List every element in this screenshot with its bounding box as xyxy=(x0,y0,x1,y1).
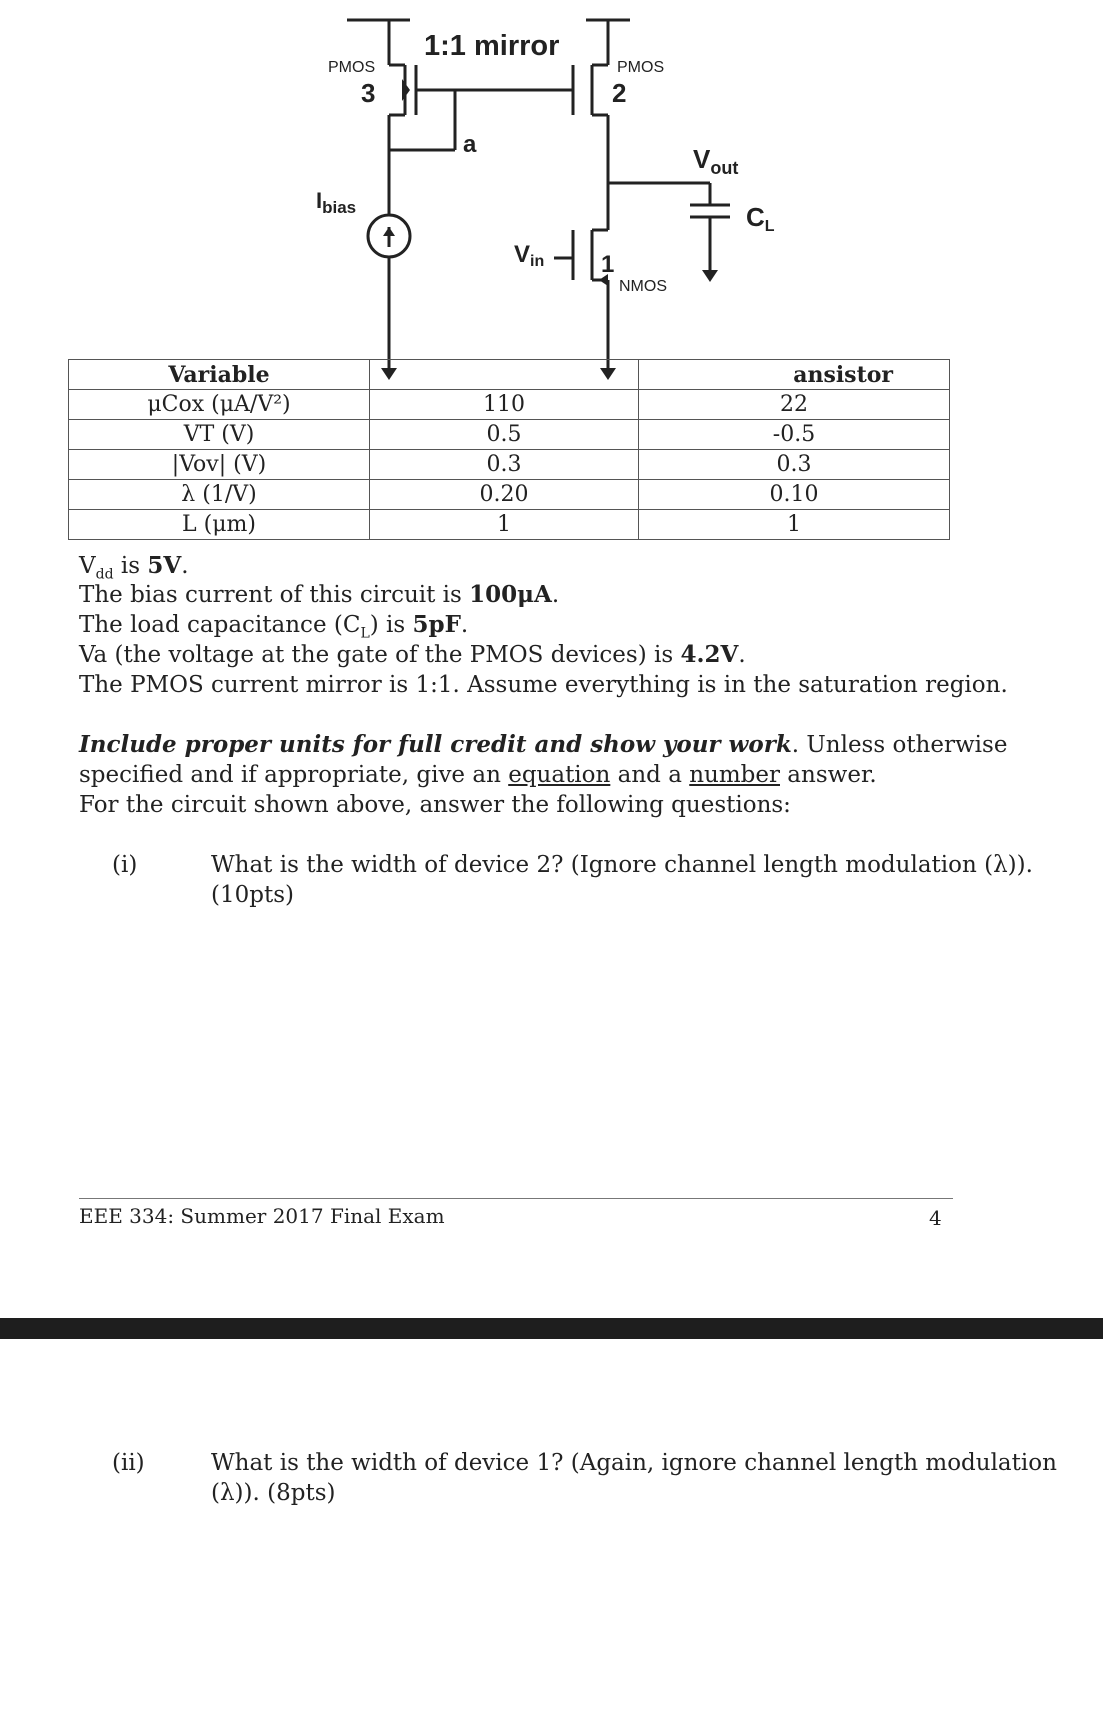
va-line: Va (the voltage at the gate of the PMOS devices) is 4.2V. xyxy=(79,641,746,668)
row-pmos-value: -0.5 xyxy=(639,420,950,450)
instructions-line-2: specified and if appropriate, give an equation and a number answer. xyxy=(79,762,877,788)
row-pmos-value: 1 xyxy=(639,510,950,540)
bias-current-line: The bias current of this circuit is 100μA. xyxy=(79,581,560,608)
load-capacitance-line: The load capacitance $(C_L)$ is 5pF. xyxy=(79,611,469,642)
row-nmos-value: 0.5 xyxy=(370,420,639,450)
row-nmos-value: 110 xyxy=(370,390,639,420)
question-1-label: (i) xyxy=(112,852,138,878)
pmos2-number: 2 xyxy=(612,78,627,108)
cl-label: CL xyxy=(746,202,775,235)
table-row xyxy=(69,390,950,420)
vout-label: $V_{out}$ xyxy=(693,144,739,178)
footer-divider xyxy=(79,1198,953,1199)
table-row xyxy=(69,420,950,450)
header-pmos: ansistor xyxy=(639,360,950,390)
footer-exam-title: EEE 334: Summer 2017 Final Exam xyxy=(79,1204,445,1228)
pmos3-type: PMOS xyxy=(328,59,376,76)
row-variable: |Vov| (V) xyxy=(69,450,370,480)
vdd-line: $V_{dd}$ is 5V. xyxy=(79,552,189,583)
row-nmos-value: 0.20 xyxy=(370,480,639,510)
nmos1-number: 1 xyxy=(601,251,615,278)
row-variable: VT (V) xyxy=(69,420,370,450)
ibias-label: $I_{bias}$ xyxy=(316,188,357,217)
question-1-text: What is the width of device 2? (Ignore channel length modulation (λ)). xyxy=(211,852,1033,878)
table-row xyxy=(69,450,950,480)
header-variable: Variable xyxy=(69,360,370,390)
question-1-points: (10pts) xyxy=(211,882,294,908)
row-pmos-value: 22 xyxy=(639,390,950,420)
row-nmos-value: 0.3 xyxy=(370,450,639,480)
node-a-label: a xyxy=(463,131,477,158)
parameter-table xyxy=(68,359,950,540)
mirror-line: The PMOS current mirror is 1:1. Assume everything is in the saturation region. xyxy=(79,672,1008,698)
circuit-schematic xyxy=(0,0,1103,400)
instructions-line-3: For the circuit shown above, answer the following questions: xyxy=(79,792,791,818)
table-row xyxy=(69,480,950,510)
pmos2-type: PMOS xyxy=(617,59,665,76)
question-2-points: (λ)). (8pts) xyxy=(211,1480,336,1506)
question-2-text: What is the width of device 1? (Again, ignore channel length modulation xyxy=(211,1450,1057,1476)
footer-page-number: 4 xyxy=(929,1206,942,1230)
table-header-row xyxy=(69,360,950,390)
row-variable: L (μm) xyxy=(69,510,370,540)
header-nmos xyxy=(370,360,639,390)
pmos3-number: 3 xyxy=(361,78,376,108)
table-row xyxy=(69,510,950,540)
row-pmos-value: 0.10 xyxy=(639,480,950,510)
nmos1-type: NMOS xyxy=(619,278,667,295)
question-2-label: (ii) xyxy=(112,1450,145,1476)
row-nmos-value: 1 xyxy=(370,510,639,540)
page-break-band xyxy=(0,1318,1103,1339)
row-pmos-value: 0.3 xyxy=(639,450,950,480)
row-variable: λ (1/V) xyxy=(69,480,370,510)
instructions-line-1: Include proper units for full credit and show your work. Unless otherwise xyxy=(79,731,1008,758)
vin-label: Vin xyxy=(514,241,545,270)
row-variable: μCox (μA/V²) xyxy=(69,390,370,420)
mirror-label: 1:1 mirror xyxy=(424,30,560,62)
